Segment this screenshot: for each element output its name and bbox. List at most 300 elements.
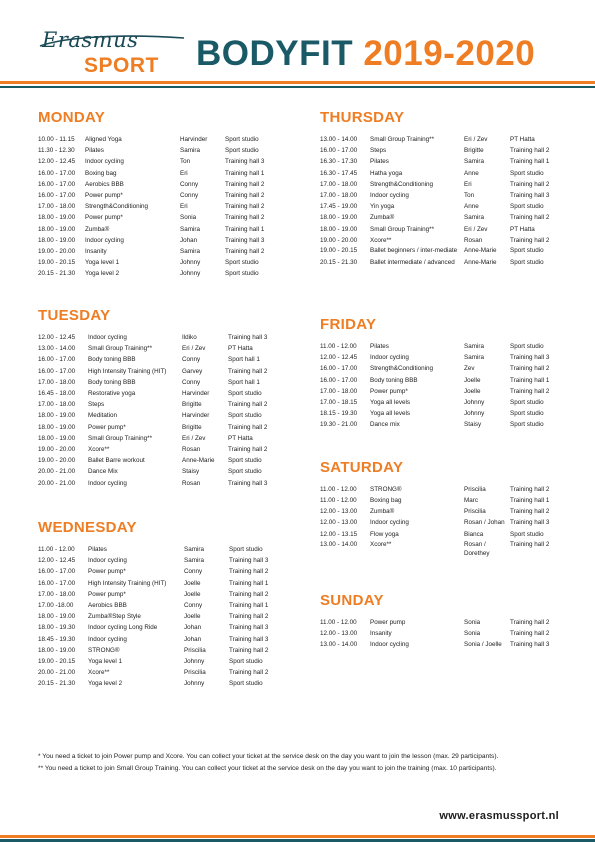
table-row [320, 363, 572, 374]
class-trainer: Sonia / Joelle [464, 640, 502, 648]
table-row [38, 455, 288, 466]
table-row [38, 667, 287, 678]
class-name: Steps [370, 147, 387, 155]
class-location: Training hall 2 [229, 669, 269, 677]
schedule-table [38, 544, 287, 690]
class-time: 17.00 - 18.00 [38, 203, 76, 211]
class-name: Flow yoga [370, 530, 399, 538]
class-location: Training hall 2 [225, 180, 265, 188]
schedule-table [320, 341, 572, 431]
class-name: Body toning BBB [370, 376, 418, 384]
class-name: Power pump* [85, 192, 123, 200]
class-trainer: Brigitte [182, 423, 202, 431]
class-location: Training hall 3 [225, 158, 265, 166]
day-section-saturday [320, 459, 572, 560]
day-title: SUNDAY [320, 592, 384, 609]
schedule-table [320, 484, 572, 560]
class-name: Insanity [370, 630, 392, 638]
class-trainer: Johan [180, 236, 198, 244]
table-row [38, 212, 283, 223]
footnotes [38, 752, 563, 775]
table-row [320, 179, 572, 190]
class-location: Sport studio [228, 457, 262, 465]
class-trainer: Joelle [464, 387, 481, 395]
class-name: Body toning BBB [88, 356, 136, 364]
class-location: Training hall 3 [510, 192, 550, 200]
table-row [38, 589, 287, 600]
class-time: 11.00 - 12.00 [320, 497, 357, 505]
table-row [38, 422, 288, 433]
table-row [320, 224, 572, 235]
class-trainer: Ton [180, 158, 191, 166]
day-title: SATURDAY [320, 459, 404, 476]
footnote-small-group-training: ** You need a ticket to join Small Group Training. You can collect your ticket at the service desk on the day you want to join the training (max. 10 participants). [38, 764, 497, 772]
class-trainer: Samira [464, 214, 484, 222]
day-section-thursday [320, 109, 572, 268]
class-name: Yoga level 2 [85, 270, 120, 278]
class-name: Dance mix [370, 421, 400, 429]
class-time: 12.00 - 13.00 [320, 508, 358, 516]
class-time: 18.00 - 19.00 [38, 423, 76, 431]
class-time: 19.00 - 20.00 [320, 236, 358, 244]
class-location: Training hall 2 [228, 367, 268, 375]
class-location: Training hall 2 [225, 203, 265, 211]
class-location: Sport studio [225, 259, 259, 267]
title-year: 2019-2020 [363, 34, 536, 73]
class-trainer: Johnny [184, 680, 205, 688]
class-location: Training hall 2 [510, 180, 550, 188]
class-location: Training hall 1 [225, 225, 265, 233]
class-location: Training hall 1 [510, 158, 550, 166]
class-name: Indoor cycling [370, 640, 409, 648]
class-location: Training hall 3 [225, 236, 265, 244]
class-name: Power pump* [88, 568, 126, 576]
class-name: Indoor cycling Long Ride [88, 624, 158, 632]
class-time: 17.00 - 18.00 [38, 401, 76, 409]
class-time: 13.00 - 14.00 [320, 640, 358, 648]
table-row [38, 168, 283, 179]
class-time: 13.00 - 14.00 [320, 136, 358, 143]
table-row [320, 246, 572, 257]
table-row [38, 134, 283, 145]
table-row [38, 145, 283, 156]
class-time: 13.00 - 14.00 [320, 541, 358, 549]
class-location: Training hall 2 [510, 387, 550, 395]
class-name: Strength&Conditioning [85, 203, 149, 211]
table-row [320, 212, 572, 223]
class-time: 18.15 - 19.30 [320, 410, 358, 418]
class-name: Yoga all levels [370, 399, 411, 407]
class-time: 17.00 - 18.00 [38, 590, 76, 598]
class-time: 16.30 - 17.45 [320, 169, 358, 177]
class-trainer: Sonia [180, 214, 197, 222]
class-trainer: Joelle [184, 613, 201, 621]
class-location: Training hall 3 [228, 334, 268, 341]
class-time: 20.15 - 21.30 [38, 680, 76, 688]
class-trainer: Samira [464, 343, 484, 350]
class-trainer: Eri [464, 180, 472, 188]
class-time: 18.00 - 19.00 [38, 236, 76, 244]
class-time: 12.00 - 13.00 [320, 518, 358, 526]
class-trainer: Eri / Zev [464, 136, 488, 143]
class-trainer: Samira [184, 557, 204, 565]
class-name: High Intensity Training (HIT) [88, 367, 167, 375]
class-location: Training hall 2 [228, 401, 268, 409]
class-trainer: Ton [464, 192, 475, 200]
table-row [38, 634, 287, 645]
class-time: 17.00 - 18.15 [320, 399, 358, 407]
title-main: BODYFIT [196, 34, 354, 73]
class-name: Power pump* [88, 423, 126, 431]
class-trainer: Joelle [184, 579, 201, 587]
class-name: Zumba®Step Style [88, 613, 141, 621]
table-row [38, 377, 288, 388]
class-time: 19.00 - 20.00 [38, 248, 76, 256]
class-name: Indoor cycling [370, 192, 409, 200]
class-time: 18.00 - 19.00 [38, 225, 76, 233]
table-row [320, 134, 572, 145]
class-trainer: Samira [180, 147, 200, 155]
class-location: Training hall 1 [510, 376, 550, 384]
day-title: FRIDAY [320, 316, 377, 333]
class-location: Training hall 3 [510, 518, 550, 526]
class-time: 11.30 - 12.30 [38, 147, 75, 155]
table-row [38, 622, 287, 633]
class-location: Training hall 3 [229, 624, 269, 632]
table-row [38, 645, 287, 656]
class-location: Training hall 2 [229, 568, 269, 576]
class-time: 16.00 - 17.00 [38, 180, 76, 188]
class-trainer: Samira [180, 225, 200, 233]
class-time: 20.00 - 21.00 [38, 468, 76, 476]
class-trainer: Eri [180, 203, 188, 211]
class-name: Small Group Training** [370, 225, 435, 233]
class-trainer: Priscilia [184, 646, 206, 654]
class-name: Indoor cycling [370, 354, 409, 362]
table-row [38, 600, 287, 611]
table-row [320, 201, 572, 212]
table-row [38, 201, 283, 212]
class-trainer: Johan [184, 624, 202, 632]
class-trainer: Priscilia [464, 486, 486, 493]
class-trainer: Anne-Marie [182, 457, 215, 465]
class-name: Yoga all levels [370, 410, 411, 418]
class-location: Training hall 2 [229, 646, 269, 654]
class-time: 11.00 - 12.00 [320, 343, 357, 350]
class-name: Indoor cycling [370, 518, 409, 526]
class-trainer: Sonia [464, 619, 481, 626]
class-trainer: Harvinder [180, 136, 208, 143]
class-location: Sport studio [510, 410, 544, 418]
class-time: 18.45 - 19.30 [38, 635, 76, 643]
class-trainer: Zev [464, 365, 475, 373]
class-trainer: Rosan [182, 479, 201, 487]
class-trainer: Conny [182, 378, 201, 386]
class-name: Indoor cycling [88, 635, 127, 643]
class-name: Restorative yoga [88, 390, 136, 398]
class-time: 16.00 - 17.00 [38, 579, 76, 587]
class-time: 20.00 - 21.00 [38, 479, 76, 487]
table-row [38, 388, 288, 399]
table-row [38, 566, 287, 577]
class-trainer: Joelle [184, 590, 201, 598]
table-row [320, 419, 572, 430]
table-row [38, 444, 288, 455]
table-row [38, 190, 283, 201]
class-trainer: Ildiko [182, 334, 197, 341]
class-trainer: Bianca [464, 530, 484, 538]
table-row [38, 399, 288, 410]
class-trainer: Johnny [464, 399, 485, 407]
table-row [320, 529, 572, 540]
class-name: Aerobics BBB [85, 180, 124, 188]
class-time: 18.00 - 19.30 [38, 624, 76, 632]
class-location: PT Hatta [510, 136, 535, 143]
day-title: THURSDAY [320, 109, 405, 126]
table-row [320, 386, 572, 397]
table-row [320, 518, 572, 529]
class-trainer: Rosan / Dorethey [464, 541, 490, 557]
class-trainer: Harvinder [182, 390, 210, 398]
class-name: Xcore** [88, 446, 110, 454]
class-location: Sport studio [228, 412, 262, 420]
class-trainer: Brigitte [182, 401, 202, 409]
class-location: Training hall 3 [229, 557, 269, 565]
table-row [38, 678, 287, 689]
table-row [38, 656, 287, 667]
class-location: Training hall 2 [510, 214, 550, 222]
class-time: 18.00 - 19.00 [38, 613, 76, 621]
class-name: Boxing bag [85, 169, 117, 177]
class-location: Training hall 2 [225, 192, 265, 200]
class-time: 17.00 - 18.00 [38, 378, 76, 386]
class-name: High Intensity Training (HIT) [88, 579, 167, 587]
class-name: Insanity [85, 248, 107, 256]
class-location: Training hall 3 [510, 640, 550, 648]
class-name: Zumba® [370, 508, 395, 516]
class-name: Ballet beginners / inter-mediate [370, 247, 458, 255]
class-location: Sport studio [228, 468, 262, 476]
class-name: Small Group Training** [88, 434, 153, 442]
class-name: Power pump* [370, 387, 408, 395]
day-section-wednesday [38, 519, 287, 690]
table-row [320, 156, 572, 167]
class-location: PT Hatta [228, 345, 253, 353]
table-row [38, 366, 288, 377]
class-time: 17.00 -18.00 [38, 602, 74, 610]
class-time: 18.00 - 19.00 [38, 412, 76, 420]
header-teal-band [0, 86, 595, 88]
table-row [320, 540, 572, 560]
class-name: Indoor cycling [88, 334, 127, 341]
schedule-table [38, 332, 288, 489]
class-location: Training hall 2 [225, 214, 265, 222]
class-name: Body toning BBB [88, 378, 136, 386]
table-row [38, 179, 283, 190]
class-name: Pilates [370, 158, 389, 166]
class-location: Training hall 2 [510, 486, 550, 493]
class-time: 16.00 - 17.00 [320, 365, 358, 373]
class-location: Sport studio [229, 658, 263, 666]
class-location: Sport studio [225, 270, 259, 278]
class-name: Indoor cycling [85, 236, 124, 244]
page-title [196, 34, 535, 74]
class-name: Yoga level 1 [85, 259, 120, 267]
class-time: 18.00 - 19.00 [38, 214, 76, 222]
class-name: Aerobics BBB [88, 602, 127, 610]
class-time: 12.00 - 12.45 [320, 354, 358, 362]
class-name: Yin yoga [370, 203, 395, 211]
class-location: Training hall 2 [228, 446, 268, 454]
class-location: Sport hall 1 [228, 378, 260, 386]
class-location: Sport studio [228, 390, 262, 398]
class-trainer: Sonia [464, 630, 481, 638]
class-time: 16.00 - 17.00 [38, 356, 76, 364]
class-trainer: Anne [464, 169, 479, 177]
day-title: TUESDAY [38, 307, 111, 324]
class-time: 19.00 - 20.15 [38, 259, 76, 267]
class-name: Pilates [370, 343, 389, 350]
class-time: 13.00 - 14.00 [38, 345, 76, 353]
table-row [38, 246, 283, 257]
class-name: Xcore** [370, 541, 392, 549]
class-location: Training hall 2 [510, 147, 550, 155]
schedule-table [38, 134, 283, 280]
class-trainer: Anne-Marie [464, 247, 497, 255]
class-name: Dance Mix [88, 468, 118, 476]
class-trainer: Conny [184, 602, 203, 610]
table-row [38, 611, 287, 622]
class-time: 18.00 - 19.00 [320, 214, 358, 222]
class-time: 16.00 - 17.00 [38, 568, 76, 576]
class-trainer: Priscilia [464, 508, 486, 516]
class-location: Sport studio [510, 169, 544, 177]
class-location: Training hall 1 [229, 579, 269, 587]
class-time: 16.30 - 17.30 [320, 158, 358, 166]
class-trainer: Conny [180, 192, 199, 200]
table-row [38, 466, 288, 477]
class-location: Sport studio [510, 247, 544, 255]
class-time: 16.00 - 17.00 [320, 376, 358, 384]
class-time: 17.00 - 18.00 [320, 180, 358, 188]
class-name: Small Group Training** [370, 136, 435, 143]
logo-sport-text: SPORT [84, 54, 159, 77]
table-row [320, 639, 572, 650]
class-location: Sport studio [225, 136, 259, 143]
class-location: Sport studio [510, 203, 544, 211]
class-trainer: Garvey [182, 367, 203, 375]
class-trainer: Johnny [464, 410, 485, 418]
class-name: Strength&Conditioning [370, 180, 434, 188]
class-location: Training hall 2 [510, 541, 550, 549]
class-trainer: Eri / Zev [464, 225, 488, 233]
class-name: STRONG® [88, 646, 120, 654]
class-location: Sport studio [510, 258, 544, 266]
class-trainer: Anne [464, 203, 479, 211]
class-trainer: Conny [180, 180, 199, 188]
class-trainer: Johnny [184, 658, 205, 666]
table-row [320, 190, 572, 201]
class-location: Training hall 3 [228, 479, 268, 487]
class-time: 20.15 - 21.30 [320, 258, 358, 266]
class-location: Training hall 3 [510, 354, 550, 362]
class-name: Zumba® [85, 225, 110, 233]
table-row [320, 145, 572, 156]
table-row [38, 343, 288, 354]
class-time: 16.00 - 17.00 [38, 367, 76, 375]
class-name: STRONG® [370, 486, 402, 493]
class-name: Xcore** [370, 236, 392, 244]
class-name: Yoga level 1 [88, 658, 123, 666]
table-row [320, 235, 572, 246]
class-location: Training hall 2 [510, 630, 550, 638]
class-trainer: Rosan / Johan [464, 518, 505, 526]
class-name: Steps [88, 401, 105, 409]
class-trainer: Johan [184, 635, 202, 643]
class-location: Training hall 2 [510, 365, 550, 373]
class-location: Training hall 2 [229, 613, 269, 621]
table-row [320, 495, 572, 506]
class-location: Training hall 2 [510, 508, 550, 516]
table-row [320, 484, 572, 495]
class-time: 11.00 - 12.00 [320, 486, 357, 493]
class-location: Sport studio [225, 147, 259, 155]
class-location: Training hall 1 [510, 497, 550, 505]
table-row [38, 578, 287, 589]
class-time: 16.45 - 18.00 [38, 390, 76, 398]
class-location: PT Hatta [228, 434, 253, 442]
class-time: 20.00 - 21.00 [38, 669, 76, 677]
class-time: 19.00 - 20.15 [320, 247, 358, 255]
erasmus-sport-logo [38, 28, 188, 78]
class-name: Power pump* [88, 590, 126, 598]
class-location: Sport hall 1 [228, 356, 260, 364]
class-time: 18.00 - 19.00 [320, 225, 358, 233]
class-location: Training hall 2 [510, 619, 550, 626]
table-row [320, 375, 572, 386]
class-trainer: Joelle [464, 376, 481, 384]
class-location: Sport studio [510, 530, 544, 538]
class-location: Training hall 2 [229, 590, 269, 598]
class-time: 12.00 - 12.45 [38, 158, 76, 166]
table-row [38, 555, 287, 566]
class-location: Training hall 3 [229, 635, 269, 643]
table-row [320, 408, 572, 419]
class-name: Meditation [88, 412, 118, 420]
class-trainer: Priscilia [184, 669, 206, 677]
class-name: Aligned Yoga [85, 136, 122, 143]
class-trainer: Staisy [182, 468, 200, 476]
class-name: Xcore** [88, 669, 110, 677]
table-row [38, 478, 288, 489]
class-trainer: Eri / Zev [182, 434, 206, 442]
table-row [38, 332, 288, 343]
logo-script-text: Erasmus [42, 28, 139, 52]
class-location: Sport studio [510, 421, 544, 429]
class-trainer: Conny [182, 356, 201, 364]
class-name: Boxing bag [370, 497, 402, 505]
class-location: Training hall 1 [225, 169, 265, 177]
class-trainer: Samira [464, 158, 484, 166]
class-time: 19.30 - 21.00 [320, 421, 358, 429]
table-row [38, 235, 283, 246]
class-name: Strength&Conditioning [370, 365, 434, 373]
class-name: Indoor cycling [88, 479, 127, 487]
class-trainer: Rosan [182, 446, 201, 454]
day-section-tuesday [38, 307, 288, 489]
website-link[interactable]: www.erasmussport.nl [439, 810, 559, 822]
class-name: Hatha yoga [370, 169, 403, 177]
